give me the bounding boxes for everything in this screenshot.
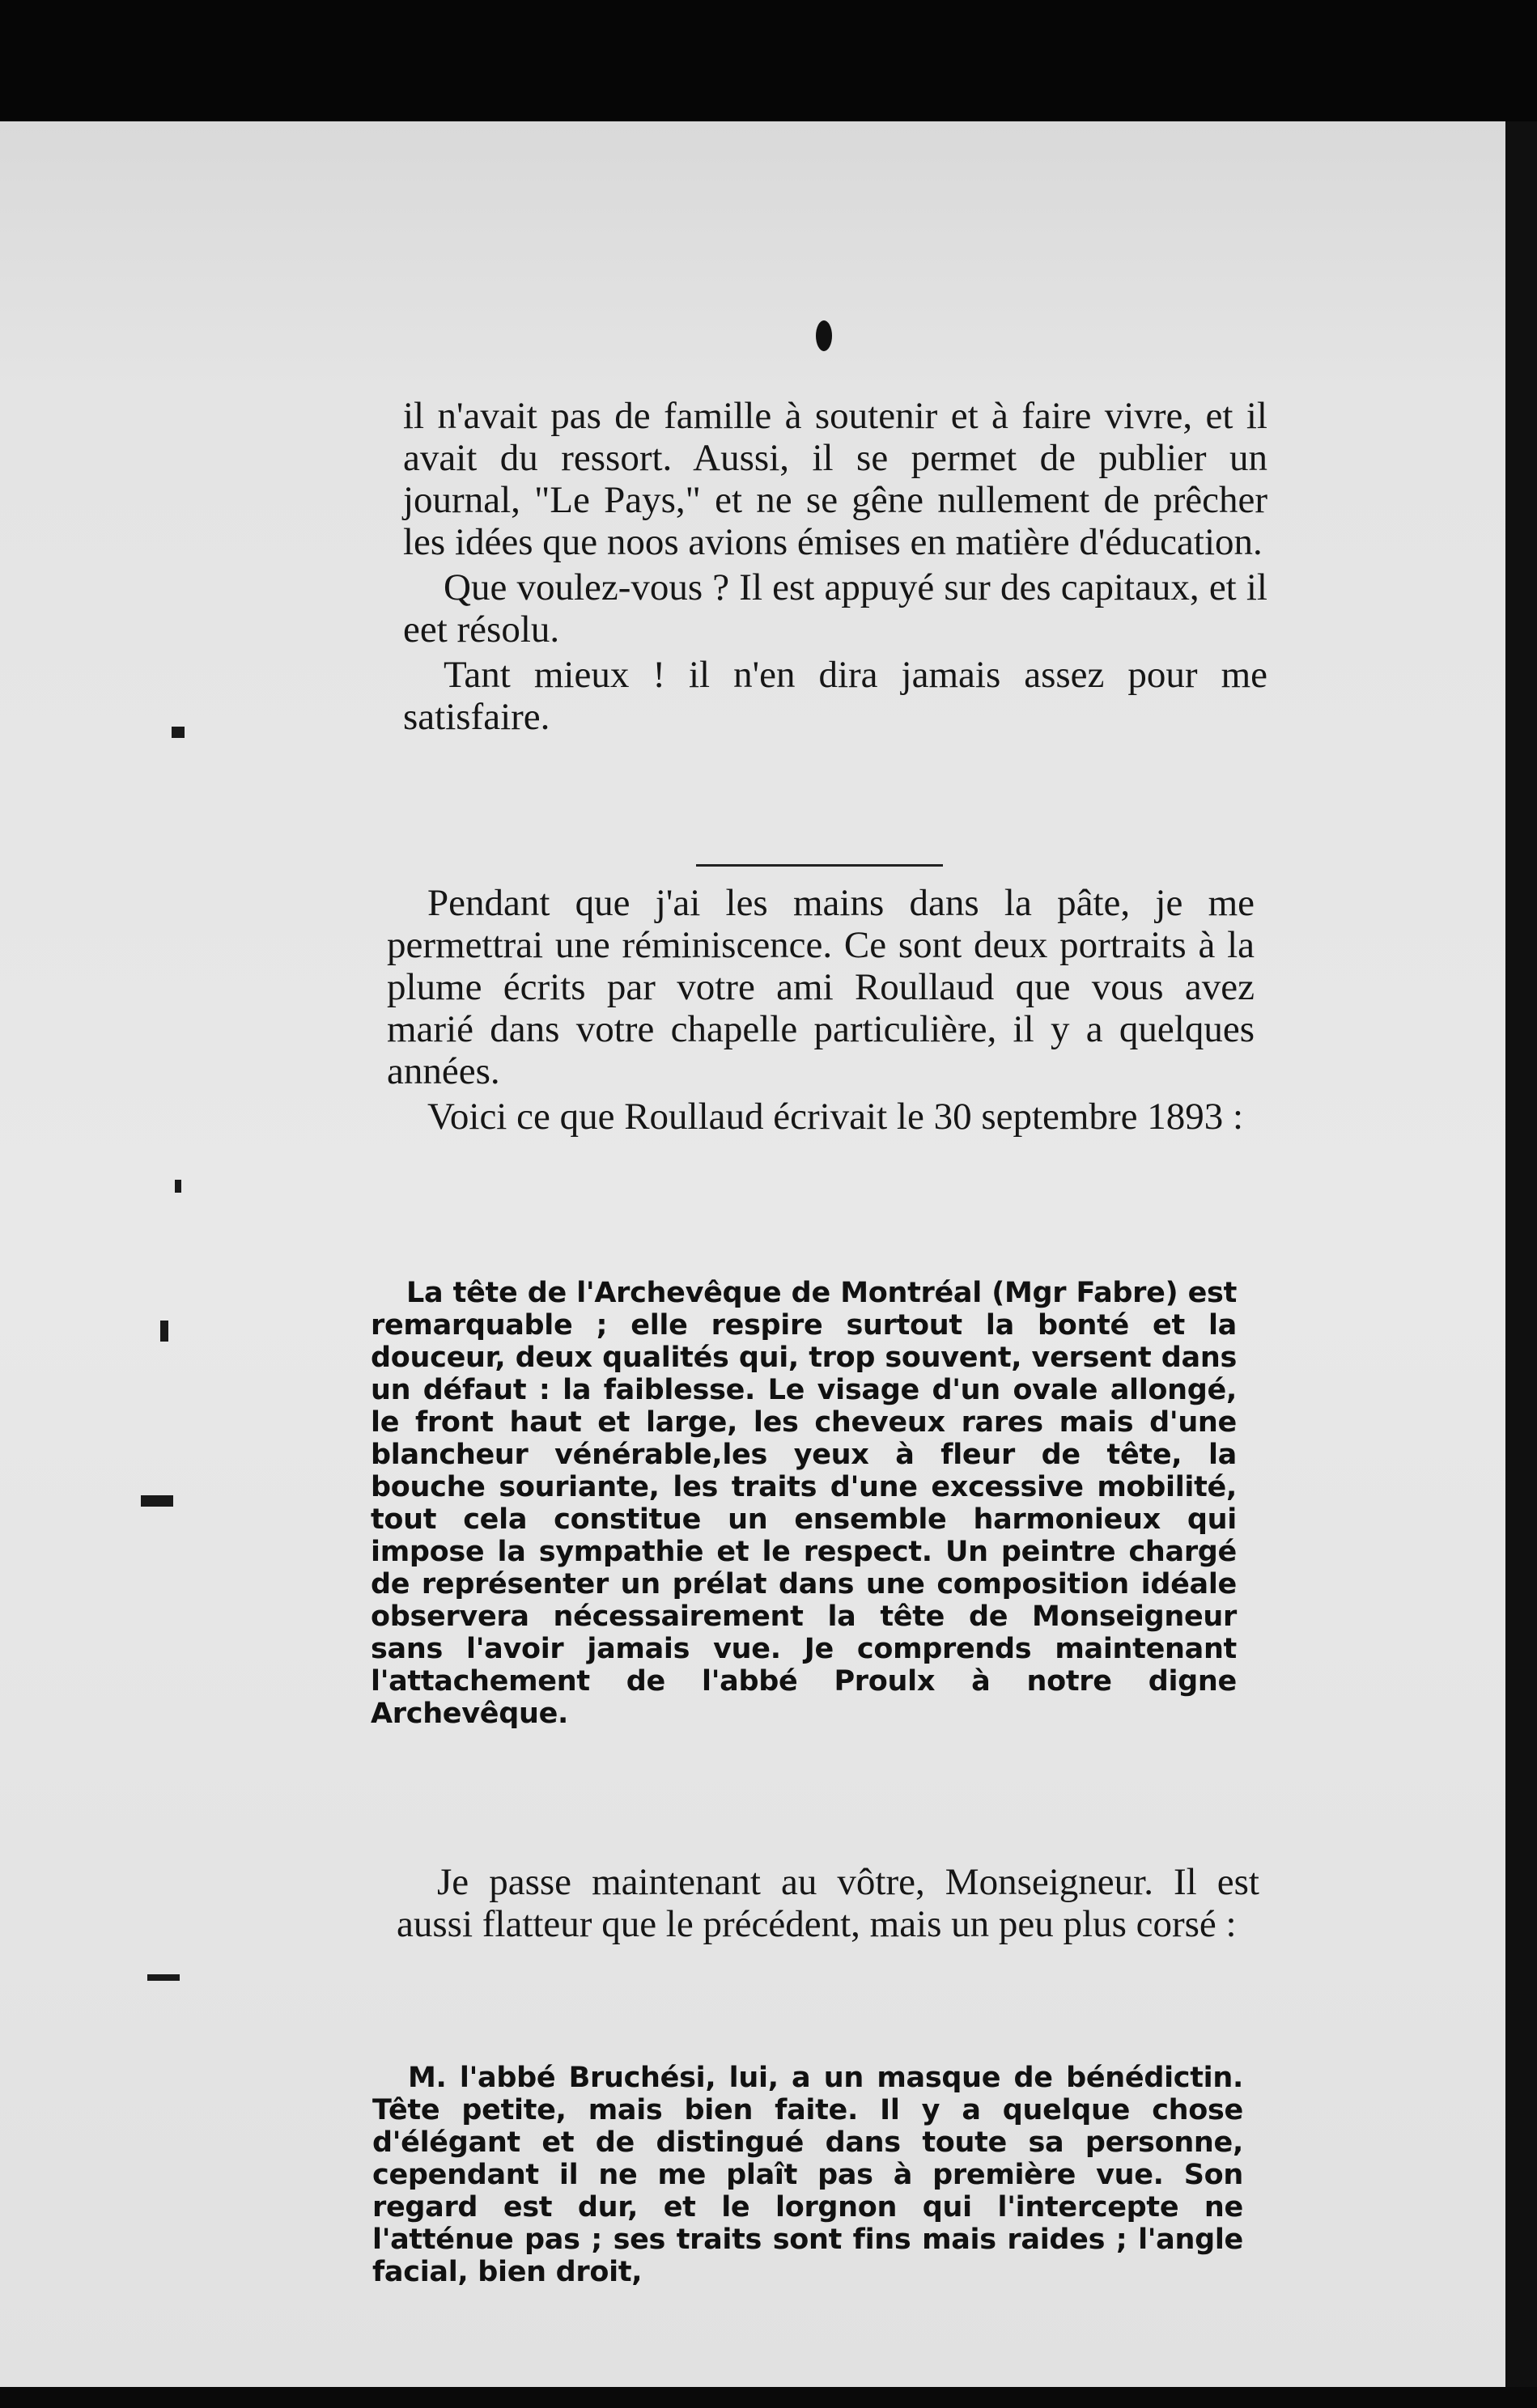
scan-border-right [1505, 121, 1537, 2387]
quotation-text: La tête de l'Archevêque de Montréal (Mgr Fabre) est remarquable ; elle respire surtout la bonté et la douceur, deux qualités qui, trop souvent, versent dans un défaut : la faiblesse. Le visage d'un ovale allongé, le front haut et large, les cheveux rares mais d'une blancheur vénérable,les yeux à fleur de tête, la bouche souriante, les traits d'une excessive mobilité, tout cela constitue un ensemble harmonieux qui impose la sympathie et le respect. Un peintre chargé de représenter un prélat dans une composition idéale observera nécessairement la tête de Monseigneur sans l'avoir jamais vue. Je comprends maintenant l'attachement de l'abbé Proulx à notre digne Archevêque. [371, 1277, 1237, 1730]
transition-text-section [397, 1861, 1259, 1948]
paragraph: Tant mieux ! il n'en dira jamais assez pour me satisfaire. [403, 654, 1267, 738]
paragraph: Pendant que j'ai les mains dans la pâte, je me permettrai une réminiscence. Ce sont deux portraits à la plume écrits par votre ami Roullaud que vous avez marié dans votre chapelle particulière, il y a quelques années. [387, 882, 1255, 1092]
paragraph: Je passe maintenant au vôtre, Monseigneur. Il est aussi flatteur que le précédent, mais un peu plus corsé : [397, 1861, 1259, 1945]
page-ornament-mark [816, 320, 832, 351]
section-separator [696, 864, 943, 867]
quotation-archeveque [371, 1277, 1237, 1730]
paragraph: il n'avait pas de famille à soutenir et à faire vivre, et il avait du ressort. Aussi, il se permet de publier un journal, "Le Pays," et ne se gêne nullement de prêcher les idées que noos avions émises en matière d'éducation. [403, 395, 1267, 563]
quotation-bruchesi [372, 2062, 1243, 2288]
middle-text-section [387, 882, 1255, 1141]
paragraph: Que voulez-vous ? Il est appuyé sur des capitaux, et il eet résolu. [403, 566, 1267, 651]
scan-border-top [0, 0, 1537, 121]
margin-mark [160, 1321, 168, 1342]
top-text-section [403, 395, 1267, 741]
margin-mark [147, 1974, 180, 1981]
margin-mark [141, 1495, 173, 1507]
paragraph: Voici ce que Roullaud écrivait le 30 septembre 1893 : [427, 1096, 1244, 1138]
margin-mark [172, 727, 185, 738]
quotation-text: M. l'abbé Bruchési, lui, a un masque de bénédictin. Tête petite, mais bien faite. Il y a quelque chose d'élégant et de distingué dans toute sa personne, cependant il ne me plaît pas à première vue. Son regard est dur, et le lorgnon qui l'intercepte ne l'atténue pas ; ses traits sont fins mais raides ; l'angle facial, bien droit, [372, 2062, 1243, 2288]
margin-mark [175, 1180, 181, 1193]
